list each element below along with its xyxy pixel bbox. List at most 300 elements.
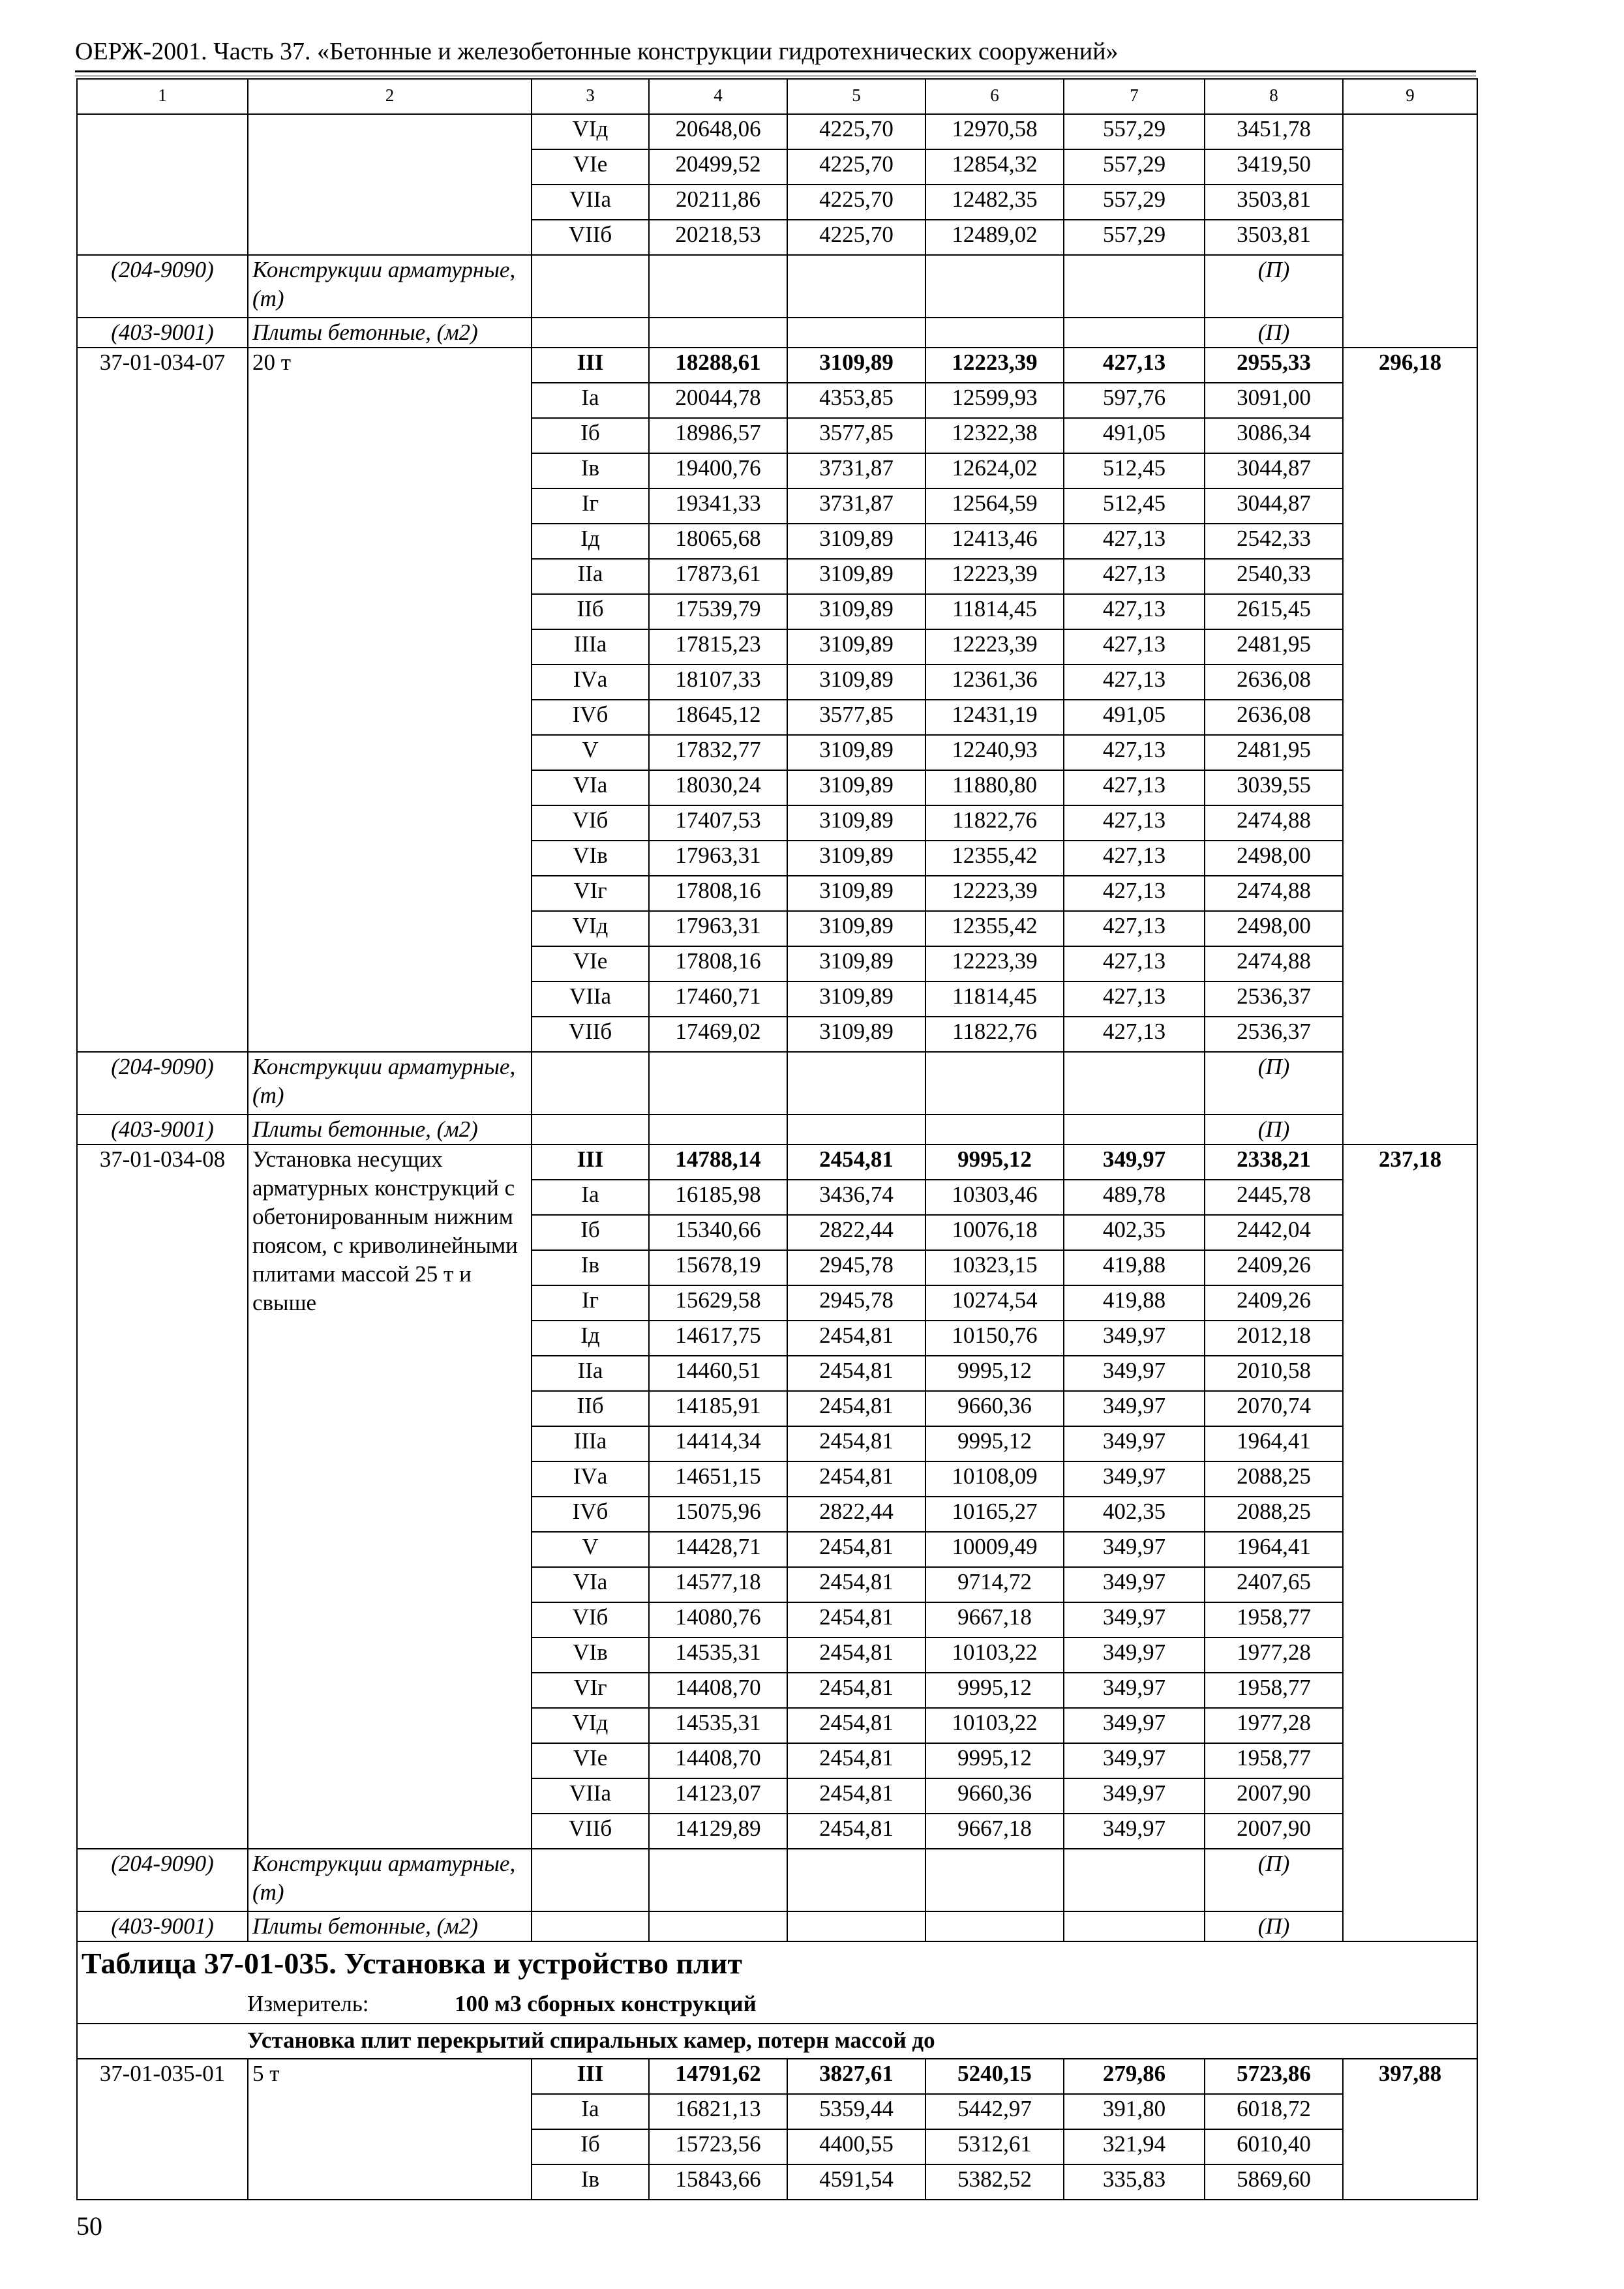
zone-cell: Iб bbox=[532, 1215, 649, 1250]
value-cell: 15723,56 bbox=[649, 2129, 787, 2164]
empty-cell bbox=[1064, 1849, 1205, 1911]
zone-cell: VIIб bbox=[532, 220, 649, 255]
zone-cell: IVб bbox=[532, 1497, 649, 1532]
empty-cell bbox=[649, 1115, 787, 1144]
subtitle-row bbox=[77, 2024, 1477, 2059]
value-cell: 18288,61 bbox=[649, 348, 787, 383]
value-cell: 349,97 bbox=[1064, 1567, 1205, 1602]
empty-cell bbox=[1064, 255, 1205, 318]
value-cell: 9995,12 bbox=[925, 1426, 1064, 1461]
resource-name: Плиты бетонные, (м2) bbox=[248, 318, 532, 348]
resource-code: (204-9090) bbox=[77, 1849, 248, 1911]
value-cell: 10274,54 bbox=[925, 1285, 1064, 1321]
zone-cell: VIд bbox=[532, 1708, 649, 1743]
resource-code: (204-9090) bbox=[77, 1052, 248, 1115]
value-cell: 427,13 bbox=[1064, 629, 1205, 665]
value-cell: 12223,39 bbox=[925, 348, 1064, 383]
value-cell: 2454,81 bbox=[787, 1426, 925, 1461]
zone-cell: VIв bbox=[532, 841, 649, 876]
empty-cell bbox=[532, 1052, 649, 1115]
value-cell: 2445,78 bbox=[1205, 1180, 1343, 1215]
zone-cell: Iг bbox=[532, 1285, 649, 1321]
empty-cell bbox=[787, 255, 925, 318]
value-cell: 3503,81 bbox=[1205, 185, 1343, 220]
value-cell: 2454,81 bbox=[787, 1356, 925, 1391]
value-cell: 2955,33 bbox=[1205, 348, 1343, 383]
value-cell: 12355,42 bbox=[925, 911, 1064, 946]
column-number: 2 bbox=[248, 79, 532, 114]
value-cell: 4225,70 bbox=[787, 114, 925, 149]
value-cell: 391,80 bbox=[1064, 2094, 1205, 2129]
empty-cell bbox=[649, 255, 787, 318]
value-cell: 14408,70 bbox=[649, 1673, 787, 1708]
column-number: 5 bbox=[787, 79, 925, 114]
value-cell: 2945,78 bbox=[787, 1285, 925, 1321]
zone-cell: VIг bbox=[532, 876, 649, 911]
value-cell: 1964,41 bbox=[1205, 1426, 1343, 1461]
value-cell: 10323,15 bbox=[925, 1250, 1064, 1285]
value-cell: 2454,81 bbox=[787, 1144, 925, 1180]
total-cell: 397,88 bbox=[1343, 2059, 1477, 2200]
resource-row bbox=[77, 318, 1477, 348]
subtitle-cell bbox=[77, 2024, 1477, 2059]
value-cell: 17832,77 bbox=[649, 735, 787, 770]
value-cell: 20648,06 bbox=[649, 114, 787, 149]
empty-cell bbox=[649, 1911, 787, 1941]
value-cell: 2945,78 bbox=[787, 1250, 925, 1285]
value-cell: 14408,70 bbox=[649, 1743, 787, 1778]
value-cell: 10009,49 bbox=[925, 1532, 1064, 1567]
value-cell: 14535,31 bbox=[649, 1638, 787, 1673]
value-cell: 349,97 bbox=[1064, 1673, 1205, 1708]
value-cell: 557,29 bbox=[1064, 220, 1205, 255]
resource-value: (П) bbox=[1205, 1849, 1343, 1911]
value-cell: 15340,66 bbox=[649, 1215, 787, 1250]
value-cell: 3731,87 bbox=[787, 453, 925, 488]
column-number: 6 bbox=[925, 79, 1064, 114]
value-cell: 3503,81 bbox=[1205, 220, 1343, 255]
value-cell: 3109,89 bbox=[787, 348, 925, 383]
value-cell: 2409,26 bbox=[1205, 1250, 1343, 1285]
value-cell: 3039,55 bbox=[1205, 770, 1343, 805]
resource-name: Конструкции арматурные, (т) bbox=[248, 1849, 532, 1911]
zone-cell: VIIа bbox=[532, 1778, 649, 1814]
empty-cell bbox=[925, 1115, 1064, 1144]
empty-cell bbox=[925, 1052, 1064, 1115]
value-cell: 3109,89 bbox=[787, 735, 925, 770]
value-cell: 3109,89 bbox=[787, 559, 925, 594]
value-cell: 427,13 bbox=[1064, 348, 1205, 383]
zone-cell: IIб bbox=[532, 1391, 649, 1426]
value-cell: 3109,89 bbox=[787, 876, 925, 911]
zone-cell: VIа bbox=[532, 770, 649, 805]
value-cell: 19341,33 bbox=[649, 488, 787, 524]
empty-cell bbox=[1064, 1115, 1205, 1144]
zone-cell: VIб bbox=[532, 805, 649, 841]
value-cell: 1964,41 bbox=[1205, 1532, 1343, 1567]
section-subtitle: Установка плит перекрытий спиральных камер, потерн массой до bbox=[247, 2027, 935, 2053]
value-cell: 12599,93 bbox=[925, 383, 1064, 418]
value-cell: 16821,13 bbox=[649, 2094, 787, 2129]
meter-row bbox=[78, 1985, 1477, 2023]
value-cell: 491,05 bbox=[1064, 700, 1205, 735]
value-cell: 14460,51 bbox=[649, 1356, 787, 1391]
value-cell: 349,97 bbox=[1064, 1532, 1205, 1567]
value-cell: 419,88 bbox=[1064, 1250, 1205, 1285]
value-cell: 3577,85 bbox=[787, 418, 925, 453]
resource-row bbox=[77, 255, 1477, 318]
resource-code: (403-9001) bbox=[77, 318, 248, 348]
value-cell: 15629,58 bbox=[649, 1285, 787, 1321]
value-cell: 10076,18 bbox=[925, 1215, 1064, 1250]
zone-cell: IVб bbox=[532, 700, 649, 735]
value-cell: 12361,36 bbox=[925, 665, 1064, 700]
zone-cell: IVа bbox=[532, 665, 649, 700]
value-cell: 12564,59 bbox=[925, 488, 1064, 524]
zone-cell: IIб bbox=[532, 594, 649, 629]
value-cell: 2615,45 bbox=[1205, 594, 1343, 629]
value-cell: 17460,71 bbox=[649, 981, 787, 1017]
zone-cell: V bbox=[532, 1532, 649, 1567]
value-cell: 2007,90 bbox=[1205, 1814, 1343, 1849]
value-cell: 2454,81 bbox=[787, 1814, 925, 1849]
empty-cell bbox=[649, 1849, 787, 1911]
table-row bbox=[77, 2059, 1477, 2094]
value-cell: 427,13 bbox=[1064, 524, 1205, 559]
value-cell: 3044,87 bbox=[1205, 488, 1343, 524]
value-cell: 3086,34 bbox=[1205, 418, 1343, 453]
rate-code-cell bbox=[77, 348, 248, 1052]
value-cell: 2454,81 bbox=[787, 1638, 925, 1673]
value-cell: 12431,19 bbox=[925, 700, 1064, 735]
value-cell: 3827,61 bbox=[787, 2059, 925, 2094]
resource-value: (П) bbox=[1205, 318, 1343, 348]
value-cell: 335,83 bbox=[1064, 2164, 1205, 2200]
rate-name: 20 т bbox=[252, 350, 292, 375]
value-cell: 1958,77 bbox=[1205, 1602, 1343, 1638]
value-cell: 3436,74 bbox=[787, 1180, 925, 1215]
table-row bbox=[77, 348, 1477, 383]
resource-code: (403-9001) bbox=[77, 1115, 248, 1144]
zone-cell: Iб bbox=[532, 2129, 649, 2164]
value-cell: 349,97 bbox=[1064, 1356, 1205, 1391]
value-cell: 9660,36 bbox=[925, 1391, 1064, 1426]
value-cell: 419,88 bbox=[1064, 1285, 1205, 1321]
value-cell: 557,29 bbox=[1064, 114, 1205, 149]
value-cell: 512,45 bbox=[1064, 453, 1205, 488]
column-number: 8 bbox=[1205, 79, 1343, 114]
value-cell: 17539,79 bbox=[649, 594, 787, 629]
zone-cell: Iа bbox=[532, 383, 649, 418]
column-number-row bbox=[77, 79, 1477, 114]
value-cell: 5312,61 bbox=[925, 2129, 1064, 2164]
rate-name-cell bbox=[248, 348, 532, 1052]
value-cell: 489,78 bbox=[1064, 1180, 1205, 1215]
value-cell: 12413,46 bbox=[925, 524, 1064, 559]
value-cell: 4225,70 bbox=[787, 149, 925, 185]
value-cell: 2010,58 bbox=[1205, 1356, 1343, 1391]
empty-cell bbox=[532, 1911, 649, 1941]
value-cell: 15843,66 bbox=[649, 2164, 787, 2200]
value-cell: 2542,33 bbox=[1205, 524, 1343, 559]
rate-code-cell bbox=[77, 1144, 248, 1849]
value-cell: 5382,52 bbox=[925, 2164, 1064, 2200]
value-cell: 427,13 bbox=[1064, 876, 1205, 911]
value-cell: 5442,97 bbox=[925, 2094, 1064, 2129]
empty-cell bbox=[787, 318, 925, 348]
value-cell: 12223,39 bbox=[925, 559, 1064, 594]
value-cell: 2454,81 bbox=[787, 1673, 925, 1708]
value-cell: 427,13 bbox=[1064, 1017, 1205, 1052]
rate-name-cell bbox=[248, 1144, 532, 1849]
value-cell: 10303,46 bbox=[925, 1180, 1064, 1215]
value-cell: 3044,87 bbox=[1205, 453, 1343, 488]
value-cell: 2454,81 bbox=[787, 1391, 925, 1426]
value-cell: 6018,72 bbox=[1205, 2094, 1343, 2129]
value-cell: 1958,77 bbox=[1205, 1673, 1343, 1708]
value-cell: 17873,61 bbox=[649, 559, 787, 594]
value-cell: 14791,62 bbox=[649, 2059, 787, 2094]
value-cell: 14577,18 bbox=[649, 1567, 787, 1602]
rate-code: 37-01-034-08 bbox=[99, 1146, 226, 1172]
value-cell: 349,97 bbox=[1064, 1778, 1205, 1814]
value-cell: 12489,02 bbox=[925, 220, 1064, 255]
value-cell: 12223,39 bbox=[925, 946, 1064, 981]
table-row bbox=[77, 114, 1477, 149]
value-cell: 11814,45 bbox=[925, 981, 1064, 1017]
value-cell: 349,97 bbox=[1064, 1814, 1205, 1849]
empty-cell bbox=[649, 1052, 787, 1115]
value-cell: 14080,76 bbox=[649, 1602, 787, 1638]
value-cell: 1977,28 bbox=[1205, 1708, 1343, 1743]
value-cell: 9667,18 bbox=[925, 1814, 1064, 1849]
value-cell: 10108,09 bbox=[925, 1461, 1064, 1497]
meter-value: 100 м3 сборных конструкций bbox=[455, 1991, 757, 2016]
value-cell: 12624,02 bbox=[925, 453, 1064, 488]
value-cell: 402,35 bbox=[1064, 1215, 1205, 1250]
value-cell: 17963,31 bbox=[649, 911, 787, 946]
value-cell: 3109,89 bbox=[787, 594, 925, 629]
value-cell: 427,13 bbox=[1064, 946, 1205, 981]
value-cell: 6010,40 bbox=[1205, 2129, 1343, 2164]
column-number: 9 bbox=[1343, 79, 1477, 114]
value-cell: 1958,77 bbox=[1205, 1743, 1343, 1778]
value-cell: 9995,12 bbox=[925, 1356, 1064, 1391]
zone-cell: VIе bbox=[532, 946, 649, 981]
zone-cell: VIг bbox=[532, 1673, 649, 1708]
resource-code: (204-9090) bbox=[77, 255, 248, 318]
value-cell: 2454,81 bbox=[787, 1321, 925, 1356]
value-cell: 491,05 bbox=[1064, 418, 1205, 453]
zone-cell: VIа bbox=[532, 1567, 649, 1602]
value-cell: 14535,31 bbox=[649, 1708, 787, 1743]
value-cell: 3109,89 bbox=[787, 1017, 925, 1052]
total-cell: 296,18 bbox=[1343, 348, 1477, 1144]
value-cell: 10103,22 bbox=[925, 1638, 1064, 1673]
zone-cell: Iв bbox=[532, 453, 649, 488]
value-cell: 1977,28 bbox=[1205, 1638, 1343, 1673]
rate-code: 37-01-035-01 bbox=[99, 2061, 226, 2086]
value-cell: 427,13 bbox=[1064, 841, 1205, 876]
rate-name: 5 т bbox=[252, 2061, 280, 2086]
value-cell: 2454,81 bbox=[787, 1778, 925, 1814]
value-cell: 2407,65 bbox=[1205, 1567, 1343, 1602]
empty-cell bbox=[787, 1052, 925, 1115]
zone-cell: IIа bbox=[532, 559, 649, 594]
zone-cell: VIIа bbox=[532, 981, 649, 1017]
value-cell: 3109,89 bbox=[787, 981, 925, 1017]
zone-cell: IIIа bbox=[532, 629, 649, 665]
zone-cell: IIIа bbox=[532, 1426, 649, 1461]
empty-cell bbox=[532, 255, 649, 318]
value-cell: 512,45 bbox=[1064, 488, 1205, 524]
rate-code: 37-01-034-07 bbox=[99, 350, 226, 375]
value-cell: 2007,90 bbox=[1205, 1778, 1343, 1814]
value-cell: 349,97 bbox=[1064, 1708, 1205, 1743]
value-cell: 2454,81 bbox=[787, 1461, 925, 1497]
column-number: 7 bbox=[1064, 79, 1205, 114]
resource-row bbox=[77, 1849, 1477, 1911]
value-cell: 12223,39 bbox=[925, 876, 1064, 911]
value-cell: 11880,80 bbox=[925, 770, 1064, 805]
value-cell: 4225,70 bbox=[787, 220, 925, 255]
value-cell: 10103,22 bbox=[925, 1708, 1064, 1743]
value-cell: 3451,78 bbox=[1205, 114, 1343, 149]
table-row bbox=[77, 1144, 1477, 1180]
value-cell: 12355,42 bbox=[925, 841, 1064, 876]
empty-cell bbox=[925, 1849, 1064, 1911]
value-cell: 349,97 bbox=[1064, 1391, 1205, 1426]
value-cell: 279,86 bbox=[1064, 2059, 1205, 2094]
meter-label: Измеритель: bbox=[247, 1991, 369, 2016]
empty-cell bbox=[532, 1849, 649, 1911]
zone-cell: VIе bbox=[532, 149, 649, 185]
value-cell: 11822,76 bbox=[925, 1017, 1064, 1052]
value-cell: 2012,18 bbox=[1205, 1321, 1343, 1356]
zone-cell: VIе bbox=[532, 1743, 649, 1778]
rate-code-cell bbox=[77, 2059, 248, 2200]
value-cell: 2536,37 bbox=[1205, 981, 1343, 1017]
value-cell: 17808,16 bbox=[649, 876, 787, 911]
value-cell: 18986,57 bbox=[649, 418, 787, 453]
zone-cell: VIб bbox=[532, 1602, 649, 1638]
value-cell: 2822,44 bbox=[787, 1215, 925, 1250]
resource-name: Конструкции арматурные, (т) bbox=[248, 255, 532, 318]
value-cell: 2454,81 bbox=[787, 1743, 925, 1778]
value-cell: 3109,89 bbox=[787, 911, 925, 946]
zone-cell: VIд bbox=[532, 114, 649, 149]
value-cell: 402,35 bbox=[1064, 1497, 1205, 1532]
value-cell: 17808,16 bbox=[649, 946, 787, 981]
column-number: 1 bbox=[77, 79, 248, 114]
value-cell: 2409,26 bbox=[1205, 1285, 1343, 1321]
rate-name-cell bbox=[248, 2059, 532, 2200]
value-cell: 12322,38 bbox=[925, 418, 1064, 453]
resource-code: (403-9001) bbox=[77, 1911, 248, 1941]
zone-cell: Iг bbox=[532, 488, 649, 524]
value-cell: 557,29 bbox=[1064, 185, 1205, 220]
total-cell bbox=[1343, 114, 1477, 348]
value-cell: 9995,12 bbox=[925, 1743, 1064, 1778]
value-cell: 12223,39 bbox=[925, 629, 1064, 665]
value-cell: 427,13 bbox=[1064, 805, 1205, 841]
zone-cell: IIа bbox=[532, 1356, 649, 1391]
value-cell: 11814,45 bbox=[925, 594, 1064, 629]
value-cell: 9660,36 bbox=[925, 1778, 1064, 1814]
section-title-row bbox=[77, 1941, 1477, 2024]
resource-value: (П) bbox=[1205, 1052, 1343, 1115]
value-cell: 15678,19 bbox=[649, 1250, 787, 1285]
value-cell: 12482,35 bbox=[925, 185, 1064, 220]
value-cell: 14414,34 bbox=[649, 1426, 787, 1461]
value-cell: 5359,44 bbox=[787, 2094, 925, 2129]
resource-row bbox=[77, 1115, 1477, 1144]
zone-cell: VIIб bbox=[532, 1814, 649, 1849]
value-cell: 597,76 bbox=[1064, 383, 1205, 418]
value-cell: 2474,88 bbox=[1205, 876, 1343, 911]
value-cell: 20218,53 bbox=[649, 220, 787, 255]
zone-cell: VIIа bbox=[532, 185, 649, 220]
section-title: Таблица 37-01-035. Установка и устройство плит bbox=[82, 1947, 742, 1980]
resource-value: (П) bbox=[1205, 1115, 1343, 1144]
value-cell: 557,29 bbox=[1064, 149, 1205, 185]
value-cell: 2088,25 bbox=[1205, 1461, 1343, 1497]
value-cell: 12240,93 bbox=[925, 735, 1064, 770]
value-cell: 349,97 bbox=[1064, 1602, 1205, 1638]
value-cell: 3091,00 bbox=[1205, 383, 1343, 418]
value-cell: 349,97 bbox=[1064, 1144, 1205, 1180]
value-cell: 12854,32 bbox=[925, 149, 1064, 185]
value-cell: 12970,58 bbox=[925, 114, 1064, 149]
value-cell: 2338,21 bbox=[1205, 1144, 1343, 1180]
value-cell: 3109,89 bbox=[787, 841, 925, 876]
value-cell: 2454,81 bbox=[787, 1602, 925, 1638]
empty-cell bbox=[925, 318, 1064, 348]
resource-name: Плиты бетонные, (м2) bbox=[248, 1115, 532, 1144]
resource-value: (П) bbox=[1205, 255, 1343, 318]
page-header-title: ОЕРЖ-2001. Часть 37. «Бетонные и железобетонные конструкции гидротехнических сооружений» bbox=[75, 38, 1119, 65]
value-cell: 349,97 bbox=[1064, 1426, 1205, 1461]
value-cell: 14185,91 bbox=[649, 1391, 787, 1426]
value-cell: 2454,81 bbox=[787, 1708, 925, 1743]
value-cell: 427,13 bbox=[1064, 770, 1205, 805]
empty-cell bbox=[532, 1115, 649, 1144]
value-cell: 17407,53 bbox=[649, 805, 787, 841]
value-cell: 2454,81 bbox=[787, 1532, 925, 1567]
value-cell: 427,13 bbox=[1064, 981, 1205, 1017]
empty-cell bbox=[1064, 318, 1205, 348]
value-cell: 2636,08 bbox=[1205, 665, 1343, 700]
value-cell: 427,13 bbox=[1064, 594, 1205, 629]
value-cell: 10165,27 bbox=[925, 1497, 1064, 1532]
value-cell: 2070,74 bbox=[1205, 1391, 1343, 1426]
zone-cell: Iа bbox=[532, 1180, 649, 1215]
empty-cell bbox=[787, 1115, 925, 1144]
value-cell: 349,97 bbox=[1064, 1461, 1205, 1497]
page-number: 50 bbox=[76, 2211, 102, 2241]
section-title-cell bbox=[77, 1941, 1477, 2024]
value-cell: 3109,89 bbox=[787, 805, 925, 841]
value-cell: 2442,04 bbox=[1205, 1215, 1343, 1250]
value-cell: 427,13 bbox=[1064, 911, 1205, 946]
value-cell: 3109,89 bbox=[787, 524, 925, 559]
value-cell: 4400,55 bbox=[787, 2129, 925, 2164]
zone-cell: III bbox=[532, 348, 649, 383]
empty-cell bbox=[649, 318, 787, 348]
empty-cell bbox=[532, 318, 649, 348]
zone-cell: Iв bbox=[532, 1250, 649, 1285]
value-cell: 4353,85 bbox=[787, 383, 925, 418]
